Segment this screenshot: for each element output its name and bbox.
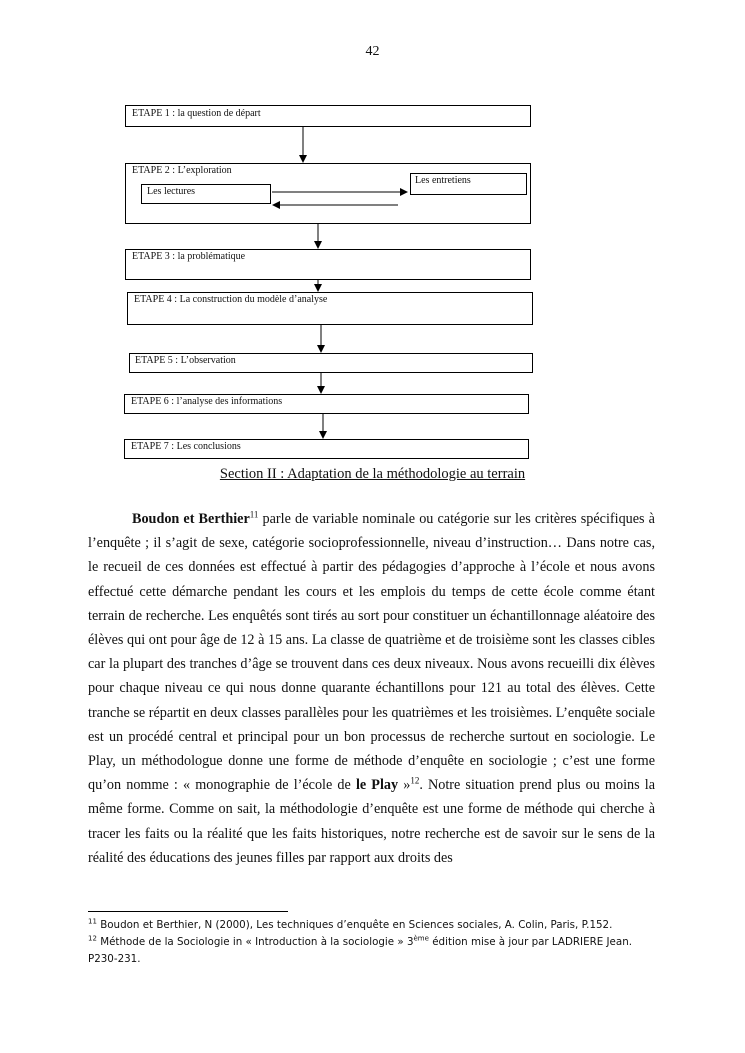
body-text [88,507,655,870]
footnotes [88,917,658,968]
section-title: Section II : Adaptation de la méthodologie au terrain [219,466,526,482]
etape1-label: ETAPE 1 : la question de départ [132,108,261,119]
etape3-label: ETAPE 3 : la problématique [132,251,246,262]
lectures-label: Les lectures [147,186,196,197]
footnote-ref-12: 12 [410,775,420,786]
footnote-12-edition-sup: ème [413,934,429,943]
footnote-12-text-a: Méthode de la Sociologie in « Introduction à la sociologie » 3 [96,936,414,948]
body-paragraph [88,507,655,870]
paragraph-text-3: . Notre situation prend plus ou moins la même forme. Comme on sait, la méthodologie d’enquête est une forme de méthode qui cherche à tracer les faits ou la réalité que les faits historiques, notre recherche est de savoir sur le sens de la réalité des éducations des jeunes filles par rapport aux droits des [88,777,655,866]
le-play-bold: le Play [355,777,399,794]
paragraph-text-2: » [398,777,411,794]
entretiens-label: Les entretiens [415,175,471,186]
footnote-12-number: 12 [88,934,97,943]
footnote-12 [88,934,658,968]
page-number: 42 [365,44,380,59]
footnote-12-text-b: édition mise à jour par LADRIERE Jean. P230-231. [88,936,632,965]
paragraph-text-1: parle de variable nominale ou catégorie sur les critères spécifiques à l’enquête ; il s’agit de sexe, catégorie socioprofessionnelle, niveau d’instruction… Dans notre cas, le recueil de ces données est effectué à partir des pédagogies d’approche à l’école et nous avons effectué cette démarche pendant les cours et les emplois du temps de cette école comme étant terrain de recherche. Les enquêtés sont tirés au sort pour constituer un échantillonnage aléatoire des élèves qui ont pour âge de 12 à 15 ans. La classe de quatrième et de troisième sont les classes cibles car la plupart des tranches d’âge se trouvent dans ces deux niveaux. Nous avons recueilli dix élèves pour chaque niveau ce qui nous donne quarante échantillons pour 121 au total des élèves. Cette tranche se répartit en deux classes parallèles pour les quatrièmes et les troisièmes. L’enquête sociale est un procédé central et principal pour un bon processus de recherche surtout en sociologie. Le Play, un méthodologue donne une forme de méthode d’enquête en sociologie ; c’est une forme qu’on nomme : « monographie de l’école de [88,511,655,794]
etape6-label: ETAPE 6 : l’analyse des informations [131,396,283,407]
footnote-11-text: Boudon et Berthier, N (2000), Les techniques d’enquête en Sciences sociales, A. Colin, Paris, P.152. [96,919,613,931]
etape7-label: ETAPE 7 : Les conclusions [131,441,241,452]
authors-bold: Boudon et Berthier [132,511,250,527]
etape2-label: ETAPE 2 : L’exploration [132,165,232,176]
etape4-label: ETAPE 4 : La construction du modèle d’analyse [134,294,328,305]
footnote-ref-11: 11 [249,509,259,520]
flowchart-arrows [0,0,745,470]
footnote-separator [88,911,288,912]
footnote-11 [88,917,658,934]
footnote-11-number: 11 [88,917,97,926]
etape5-label: ETAPE 5 : L’observation [135,355,236,366]
